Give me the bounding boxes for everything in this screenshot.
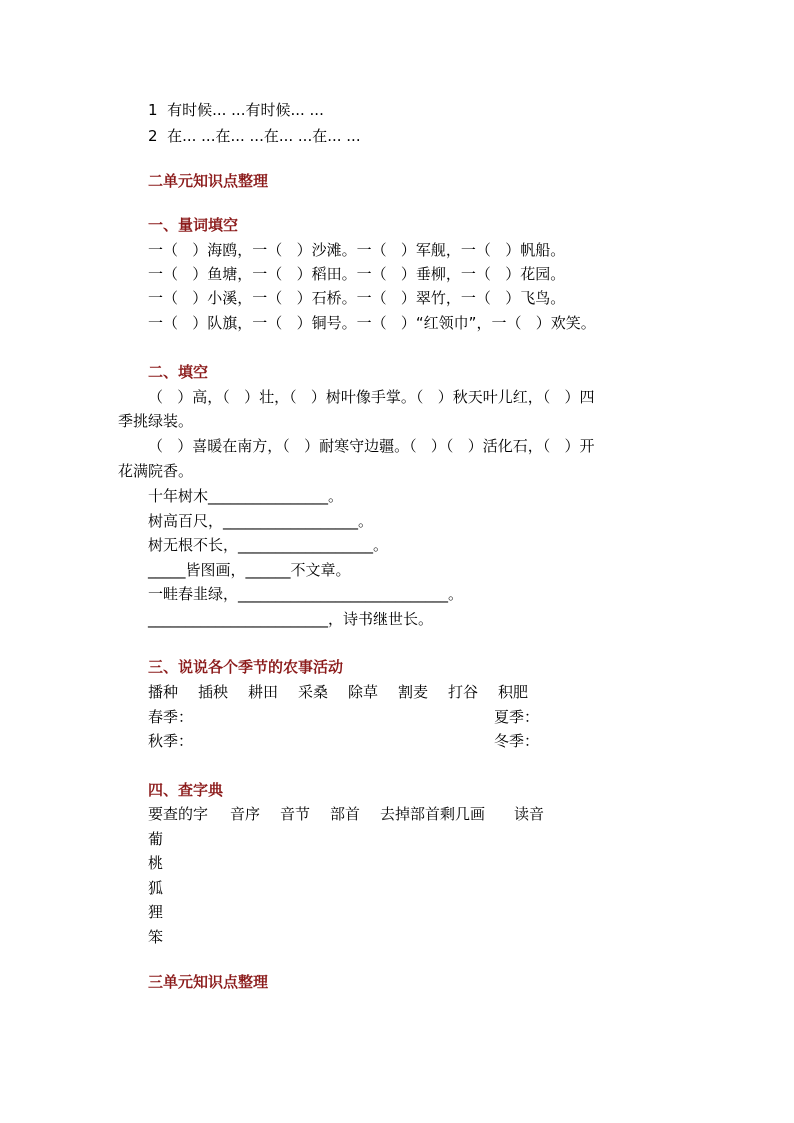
activity-item: 除草 [348,683,379,701]
section2-heading: 二、填空 [148,363,209,381]
farm-activities-list [148,682,548,702]
unit3-title: 三单元知识点整理 [148,973,269,991]
measure-line-2: 一（ ）鱼塘，一（ ）稻田。一（ ）垂柳，一（ ）花园。 [148,265,566,283]
proverb-fill-2: 树高百尺，__________________。 [148,512,374,530]
activity-item: 插秧 [198,683,229,701]
proverb-fill-4: _____皆图画，______不文章。 [148,561,351,579]
activity-item: 割麦 [398,683,429,701]
column-header: 要查的字 [148,805,209,823]
activity-item: 积肥 [498,683,529,701]
column-header: 部首 [330,805,361,823]
measure-line-4: 一（ ）队旗，一（ ）铜号。一（ ）“红领巾”，一（ ）欢笑。 [148,314,596,332]
activity-item: 打谷 [448,683,479,701]
dictionary-table-header [148,804,554,824]
proverb-fill-6: ________________________，诗书继世长。 [148,610,434,628]
winter-label: 冬季： [494,732,540,750]
proverb-fill-1: 十年树木________________。 [148,487,344,505]
summer-label: 夏季： [494,708,540,726]
column-header: 去掉部首剩几画 [380,805,486,823]
section1-heading: 一、量词填空 [148,216,239,234]
section3-heading: 三、说说各个季节的农事活动 [148,658,344,676]
column-header: 读音 [514,805,545,823]
fill-para2-line2: 花满院香。 [118,462,194,480]
autumn-label: 秋季： [148,732,194,750]
dictionary-char: 笨 [148,928,164,946]
dictionary-char: 桃 [148,854,164,872]
dictionary-char: 葡 [148,830,164,848]
measure-line-1: 一（ ）海鸥，一（ ）沙滩。一（ ）军舰，一（ ）帆船。 [148,241,566,259]
intro-line-1: 1 有时候... ...有时候... ... [148,101,324,119]
proverb-fill-5: 一畦春韭绿，____________________________。 [148,585,464,603]
fill-para1-line1: （ ）高，（ ）壮，（ ）树叶像手掌。（ ）秋天叶儿红，（ ）四 [148,388,595,406]
fill-para1-line2: 季挑绿装。 [118,412,194,430]
activity-item: 播种 [148,683,179,701]
column-header: 音序 [230,805,261,823]
activity-item: 采桑 [298,683,329,701]
dictionary-char: 狸 [148,903,164,921]
activity-item: 耕田 [248,683,279,701]
measure-line-3: 一（ ）小溪，一（ ）石桥。一（ ）翠竹，一（ ）飞鸟。 [148,289,566,307]
dictionary-char: 狐 [148,879,164,897]
proverb-fill-3: 树无根不长，__________________。 [148,536,389,554]
spring-label: 春季： [148,708,194,726]
column-header: 音节 [280,805,311,823]
fill-para2-line1: （ ）喜暖在南方，（ ）耐寒守边疆。（ ）（ ）活化石，（ ）开 [148,437,595,455]
unit2-title: 二单元知识点整理 [148,172,269,190]
section4-heading: 四、查字典 [148,781,224,799]
intro-line-2: 2 在... ...在... ...在... ...在... ... [148,127,361,145]
